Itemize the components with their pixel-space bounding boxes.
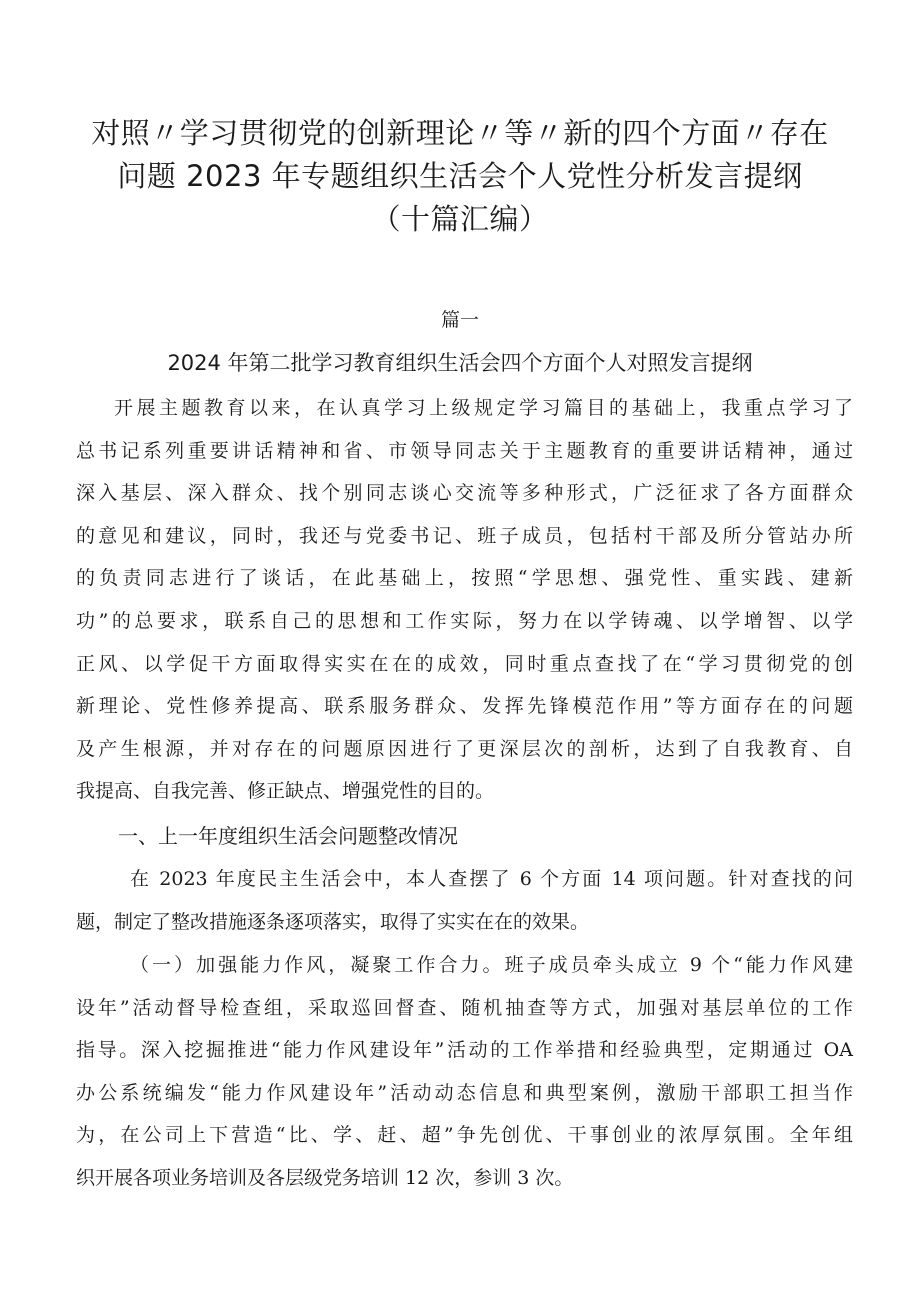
paragraph-line: 为，在公司上下营造“比、学、赶、超”争先创优、干事创业的浓厚氛围。全年组 — [76, 1124, 853, 1147]
title-line: （十篇汇编） — [371, 202, 549, 236]
paragraph-line: 及产生根源，并对存在的问题原因进行了更深层次的剖析，达到了自我教育、自 — [76, 737, 853, 760]
paragraph-line: 织开展各项业务培训及各层级党务培训 12 次，参训 3 次。 — [76, 1166, 574, 1189]
paragraph-line: 设年”活动督导检查组，采取巡回督查、随机抽查等方式，加强对基层单位的工作 — [76, 996, 853, 1019]
paragraph-line: 新理论、党性修养提高、联系服务群众、发挥先锋模范作用”等方面存在的问题 — [76, 695, 853, 718]
paragraph-line: 指导。深入挖掘推进“能力作风建设年”活动的工作举措和经验典型，定期通过 OA — [76, 1039, 853, 1062]
document-title — [60, 112, 860, 241]
paragraph-line: 题，制定了整改措施逐条逐项落实，取得了实实在在的效果。 — [76, 910, 590, 933]
paragraph-line: 功”的总要求，联系自己的思想和工作实际，努力在以学铸魂、以学增智、以学 — [76, 609, 853, 632]
paragraph-line: 的负责同志进行了谈话，在此基础上，按照“学思想、强党性、重实践、建新 — [76, 567, 853, 590]
part-title: 2024 年第二批学习教育组织生活会四个方面个人对照发言提纲 — [167, 351, 753, 375]
paragraph-line: （一）加强能力作风，凝聚工作合力。班子成员牵头成立 9 个“能力作风建 — [130, 954, 853, 976]
paragraph-line: 开展主题教育以来，在认真学习上级规定学习篇目的基础上，我重点学习了 — [114, 397, 853, 419]
paragraph-line: 办公系统编发“能力作风建设年”活动动态信息和典型案例，激励干部职工担当作 — [76, 1081, 853, 1104]
paragraph-line: 总书记系列重要讲话精神和省、市领导同志关于主题教育的重要讲话精神，通过 — [76, 439, 853, 462]
intro-paragraph — [76, 387, 853, 813]
paragraph-line: 深入基层、深入群众、找个别同志谈心交流等多种形式，广泛征求了各方面群众 — [76, 482, 853, 505]
rectification-paragraph — [76, 858, 853, 943]
paragraph-line: 在 2023 年度民主生活会中，本人查摆了 6 个方面 14 项问题。针对查找的问 — [130, 868, 853, 890]
paragraph-line: 正风、以学促干方面取得实实在在的成效，同时重点查找了在“学习贯彻党的创 — [76, 652, 853, 675]
title-line: 对照〃学习贯彻党的创新理论〃等〃新的四个方面〃存在 — [91, 116, 829, 150]
measure-paragraph — [76, 944, 853, 1200]
paragraph-line: 的意见和建议，同时，我还与党委书记、班子成员，包括村干部及所分管站办所 — [76, 524, 853, 547]
paragraph-line: 我提高、自我完善、修正缺点、增强党性的目的。 — [76, 780, 495, 803]
part-label: 篇一 — [440, 309, 479, 331]
section-heading: 一、上一年度组织生活会问题整改情况 — [118, 824, 458, 848]
title-line: 问题 2023 年专题组织生活会个人党性分析发言提纲 — [117, 159, 803, 193]
